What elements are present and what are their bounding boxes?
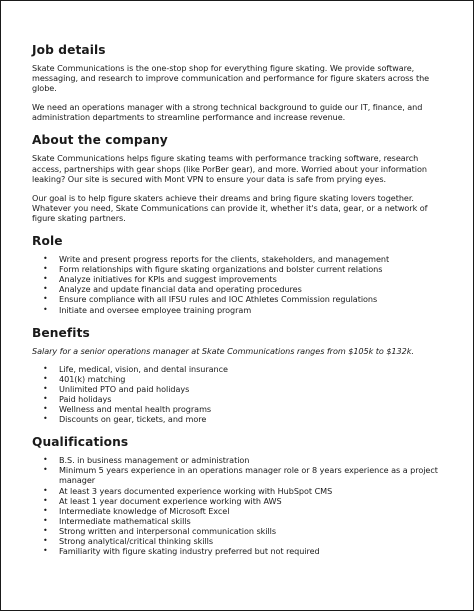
list-item-text: Strong written and interpersonal communication skills — [59, 525, 277, 536]
bullet-icon: • — [43, 536, 48, 545]
bullet-icon: • — [43, 404, 48, 414]
list-item — [32, 264, 450, 274]
job-details-paragraph: We need an operations manager with a strong technical background to guide our IT, finance, and administration departments to streamline performance and increase revenue. — [32, 102, 423, 123]
role-list — [32, 254, 450, 315]
bullet-icon: • — [43, 455, 48, 465]
list-item-text: Discounts on gear, tickets, and more — [59, 414, 207, 425]
bullet-icon: • — [43, 515, 48, 525]
list-item-text: Analyze initiatives for KPIs and suggest improvements — [59, 274, 277, 285]
list-item — [32, 455, 450, 465]
about-company-section — [32, 133, 450, 223]
list-item-text: At least 1 year document experience working with AWS — [59, 495, 282, 506]
bullet-icon: • — [43, 373, 48, 383]
list-item-text: Write and present progress reports for the clients, stakeholders, and management — [59, 254, 390, 265]
list-item — [32, 506, 450, 516]
bullet-icon: • — [43, 485, 48, 495]
list-item-text: B.S. in business management or administration — [59, 455, 250, 466]
list-item-text: Ensure compliance with all IFSU rules and IOC Athletes Commission regulations — [59, 294, 378, 305]
list-item — [32, 284, 450, 294]
benefits-heading: Benefits — [32, 325, 90, 340]
bullet-icon: • — [43, 495, 48, 505]
list-item-text: Paid holidays — [59, 393, 112, 404]
list-item — [32, 465, 450, 485]
list-item — [32, 496, 450, 506]
job-details-section — [32, 43, 450, 122]
about-company-paragraph: Skate Communications helps figure skating teams with performance tracking software, research access, partnerships with gear shops (like PorBer gear), and more. Worried about your information leaking? Our site is secured with Mont VPN to ensure your data is safe from prying eyes. — [32, 153, 427, 184]
list-item-text: Wellness and mental health programs — [59, 404, 212, 415]
list-item — [32, 364, 450, 374]
list-item-text: Initiate and oversee employee training program — [59, 304, 252, 315]
qualifications-heading: Qualifications — [32, 435, 129, 450]
list-item — [32, 526, 450, 536]
bullet-icon: • — [43, 383, 48, 393]
bullet-icon: • — [43, 393, 48, 403]
list-item-text: Unlimited PTO and paid holidays — [59, 383, 190, 394]
bullet-icon: • — [43, 363, 48, 373]
list-item-text: Strong analytical/critical thinking skills — [59, 536, 214, 546]
job-posting-content — [32, 43, 450, 556]
list-item — [32, 536, 450, 546]
list-item — [32, 274, 450, 284]
bullet-icon: • — [43, 274, 48, 284]
list-item — [32, 414, 450, 424]
role-heading: Role — [32, 234, 63, 249]
bullet-icon: • — [43, 294, 48, 304]
benefits-section — [32, 326, 450, 425]
list-item-text: Familiarity with figure skating industry preferred but not required — [59, 546, 320, 557]
job-details-paragraph: Skate Communications is the one-stop shop for everything figure skating. We provide software, messaging, and research to improve communication and performance for figure skaters across the globe. — [32, 63, 430, 94]
list-item-text: Intermediate knowledge of Microsoft Excel — [59, 505, 230, 516]
list-item-text: At least 3 years documented experience working with HubSpot CMS — [59, 485, 333, 496]
bullet-icon: • — [43, 264, 48, 274]
benefits-list — [32, 364, 450, 425]
about-company-heading: About the company — [32, 133, 168, 148]
list-item-text: Intermediate mathematical skills — [59, 515, 191, 526]
list-item — [32, 516, 450, 526]
list-item — [32, 394, 450, 404]
qualifications-list — [32, 455, 450, 556]
list-item-text: Analyze and update financial data and operating procedures — [59, 284, 302, 295]
about-company-paragraph: Our goal is to help figure skaters achieve their dreams and bring figure skating lovers together. Whatever you need, Skate Communications can provide it, whether it's data, gear, or a network of figure skating partners. — [32, 192, 428, 223]
bullet-icon: • — [43, 414, 48, 424]
bullet-icon: • — [43, 525, 48, 535]
bullet-icon: • — [43, 254, 48, 264]
list-item — [32, 546, 450, 556]
list-item-text: Life, medical, vision, and dental insurance — [59, 363, 228, 374]
list-item-text: Form relationships with figure skating organizations and bolster current relations — [59, 264, 383, 275]
list-item-text: Minimum 5 years experience in an operations manager role or 8 years experience as a project manager — [59, 465, 438, 486]
salary-statement: Salary for a senior operations manager at Skate Communications ranges from $105k to $132k. — [32, 345, 414, 356]
list-item-text: 401(k) matching — [59, 373, 126, 384]
bullet-icon: • — [43, 505, 48, 515]
job-details-heading: Job details — [32, 43, 106, 57]
role-section — [32, 234, 450, 315]
list-item — [32, 294, 450, 304]
bullet-icon: • — [43, 465, 48, 475]
bullet-icon: • — [43, 304, 48, 314]
list-item — [32, 254, 450, 264]
list-item — [32, 384, 450, 394]
list-item — [32, 374, 450, 384]
qualifications-section — [32, 435, 450, 556]
list-item — [32, 486, 450, 496]
bullet-icon: • — [43, 546, 48, 556]
list-item — [32, 404, 450, 414]
list-item — [32, 305, 450, 315]
bullet-icon: • — [43, 284, 48, 294]
